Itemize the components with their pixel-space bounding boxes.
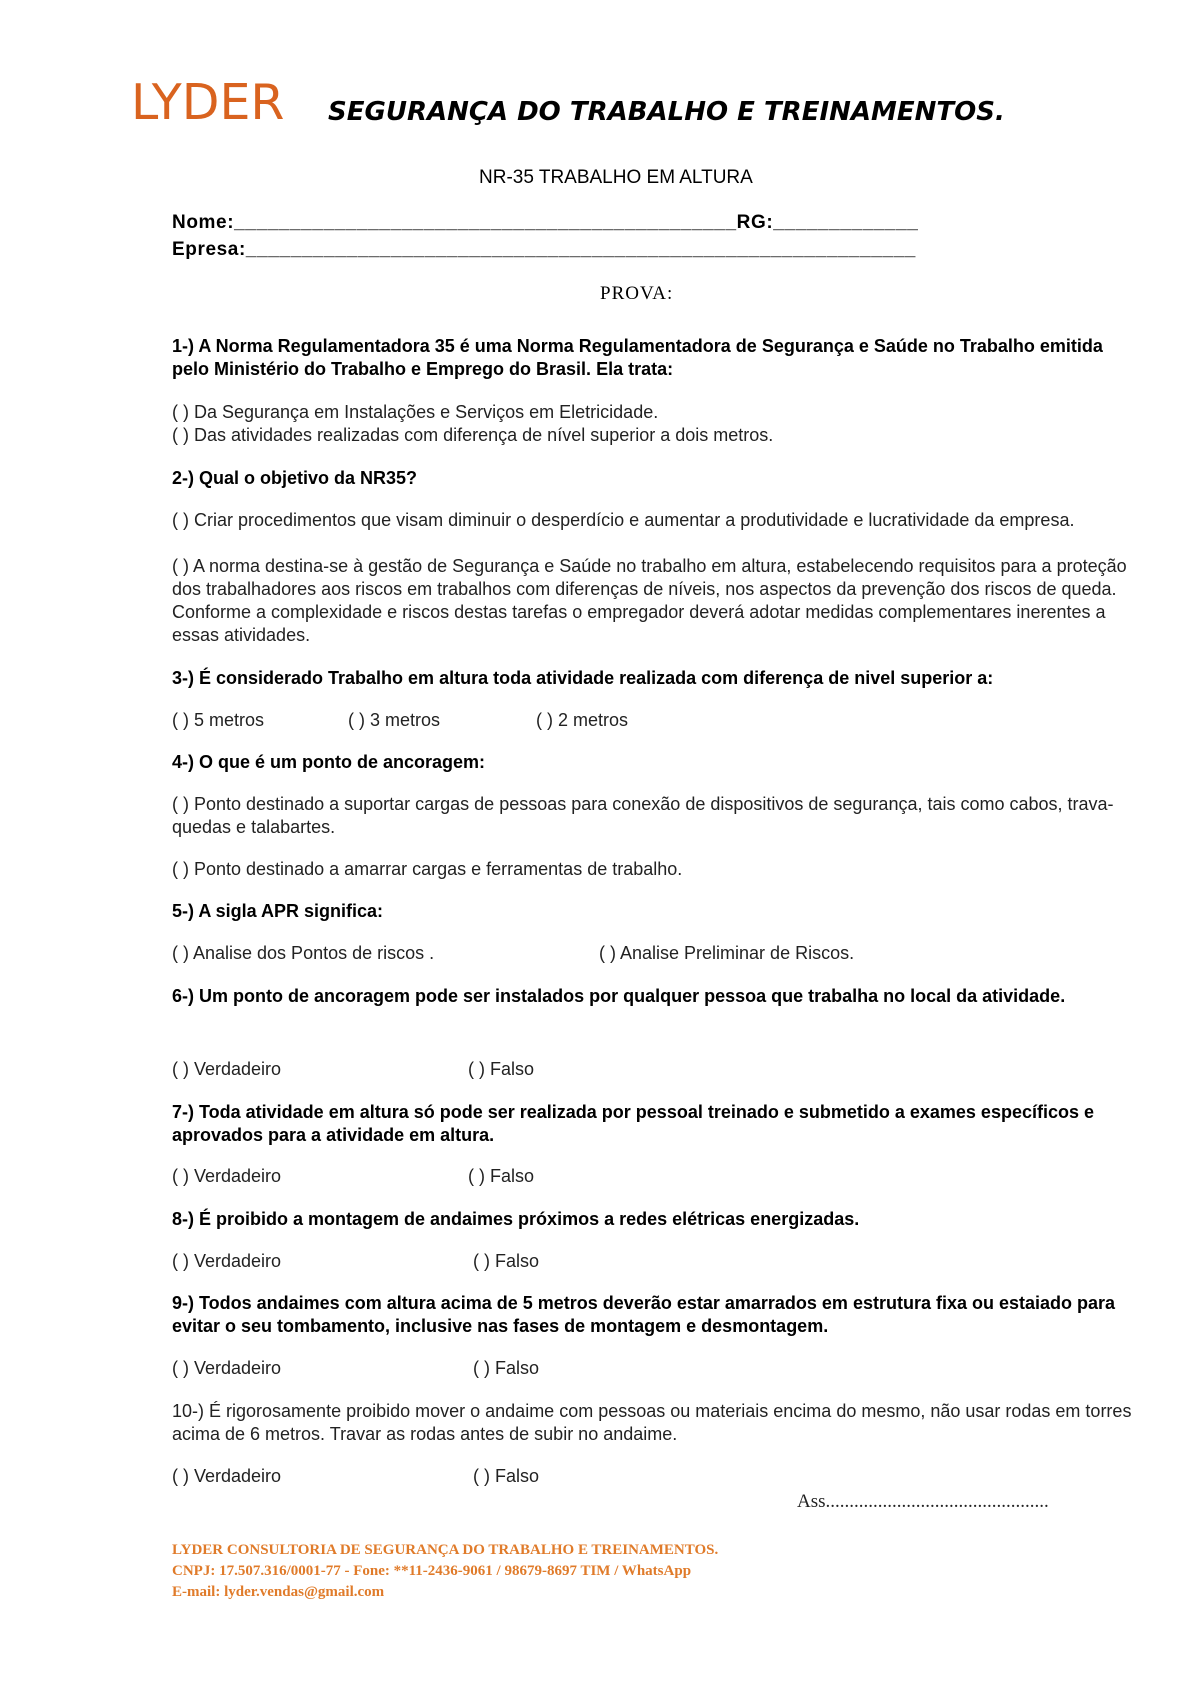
company-logo: LYDER — [131, 74, 285, 131]
q5-option-1[interactable]: ( ) Analise dos Pontos de riscos . — [172, 943, 435, 963]
q8-false-option[interactable]: ( ) Falso — [473, 1251, 540, 1271]
q3-option-2[interactable]: ( ) 3 metros — [348, 710, 441, 730]
question-9: 9-) Todos andaimes com altura acima de 5 metros deverão estar amarrados em estrutura fixa ou estaiado para evitar o seu tombamento, inclusive nas fases de montagem e desmontagem. — [172, 1293, 1116, 1336]
q5-option-2[interactable]: ( ) Analise Preliminar de Riscos. — [599, 943, 855, 963]
footer-company-name: LYDER CONSULTORIA DE SEGURANÇA DO TRABALHO E TREINAMENTOS. — [172, 1542, 719, 1558]
name-field[interactable]: Nome:_____________________________________________RG:_____________ — [172, 212, 919, 233]
page-title: NR-35 TRABALHO EM ALTURA — [479, 167, 753, 188]
q9-false-option[interactable]: ( ) Falso — [473, 1358, 540, 1378]
q2-option-1[interactable]: ( ) Criar procedimentos que visam diminuir o desperdício e aumentar a produtividade e lucratividade da empresa. — [172, 510, 1075, 530]
company-field[interactable]: Epresa:____________________________________________________________ — [172, 239, 916, 260]
q10-true-option[interactable]: ( ) Verdadeiro — [172, 1466, 282, 1486]
q10-false-option[interactable]: ( ) Falso — [473, 1466, 540, 1486]
q9-true-option[interactable]: ( ) Verdadeiro — [172, 1358, 282, 1378]
q3-option-3[interactable]: ( ) 2 metros — [536, 710, 629, 730]
q7-false-option[interactable]: ( ) Falso — [468, 1166, 535, 1186]
q2-option-2[interactable]: ( ) A norma destina-se à gestão de Segurança e Saúde no trabalho em altura, estabelecendo requisitos para a proteção dos trabalhadores aos riscos em trabalhos com diferenças de níveis, nos aspectos da prevenção dos riscos de queda. Conforme a complexidade e riscos destas tarefas o empregador deverá adotar medidas complementares inerentes a essas atividades. — [172, 556, 1127, 645]
question-2: 2-) Qual o objetivo da NR35? — [172, 468, 418, 488]
q3-option-1[interactable]: ( ) 5 metros — [172, 710, 265, 730]
q6-true-option[interactable]: ( ) Verdadeiro — [172, 1059, 282, 1079]
q4-option-1[interactable]: ( ) Ponto destinado a suportar cargas de pessoas para conexão de dispositivos de segurança, tais como cabos, trava-quedas e talabartes. — [172, 794, 1114, 837]
footer-email[interactable]: E-mail: lyder.vendas@gmail.com — [172, 1584, 385, 1600]
question-7: 7-) Toda atividade em altura só pode ser realizada por pessoal treinado e submetido a exames específicos e aprovados para a atividade em altura. — [172, 1102, 1094, 1145]
exam-heading: PROVA: — [600, 283, 674, 304]
signature-line[interactable]: Ass............................................... — [797, 1491, 1049, 1512]
footer-contact: CNPJ: 17.507.316/0001-77 - Fone: **11-2436-9061 / 98679-8697 TIM / WhatsApp — [172, 1563, 692, 1579]
question-3: 3-) É considerado Trabalho em altura toda atividade realizada com diferença de nivel superior a: — [172, 668, 994, 688]
q4-option-2[interactable]: ( ) Ponto destinado a amarrar cargas e ferramentas de trabalho. — [172, 859, 683, 879]
question-10: 10-) É rigorosamente proibido mover o andaime com pessoas ou materiais encima do mesmo, não usar rodas em torres acima de 6 metros. Travar as rodas antes de subir no andaime. — [172, 1401, 1132, 1444]
question-8: 8-) É proibido a montagem de andaimes próximos a redes elétricas energizadas. — [172, 1209, 860, 1229]
question-5: 5-) A sigla APR significa: — [172, 901, 384, 921]
q6-false-option[interactable]: ( ) Falso — [468, 1059, 535, 1079]
question-6: 6-) Um ponto de ancoragem pode ser instalados por qualquer pessoa que trabalha no local da atividade. — [172, 986, 1066, 1006]
question-4: 4-) O que é um ponto de ancoragem: — [172, 752, 486, 772]
company-tagline: SEGURANÇA DO TRABALHO E TREINAMENTOS. — [328, 97, 1005, 127]
q7-true-option[interactable]: ( ) Verdadeiro — [172, 1166, 282, 1186]
question-1: 1-) A Norma Regulamentadora 35 é uma Norma Regulamentadora de Segurança e Saúde no Trabalho emitida pelo Ministério do Trabalho e Emprego do Brasil. Ela trata: — [172, 336, 1103, 379]
q1-option-1[interactable]: ( ) Da Segurança em Instalações e Serviços em Eletricidade. — [172, 402, 659, 422]
q8-true-option[interactable]: ( ) Verdadeiro — [172, 1251, 282, 1271]
q1-option-2[interactable]: ( ) Das atividades realizadas com diferença de nível superior a dois metros. — [172, 425, 774, 445]
